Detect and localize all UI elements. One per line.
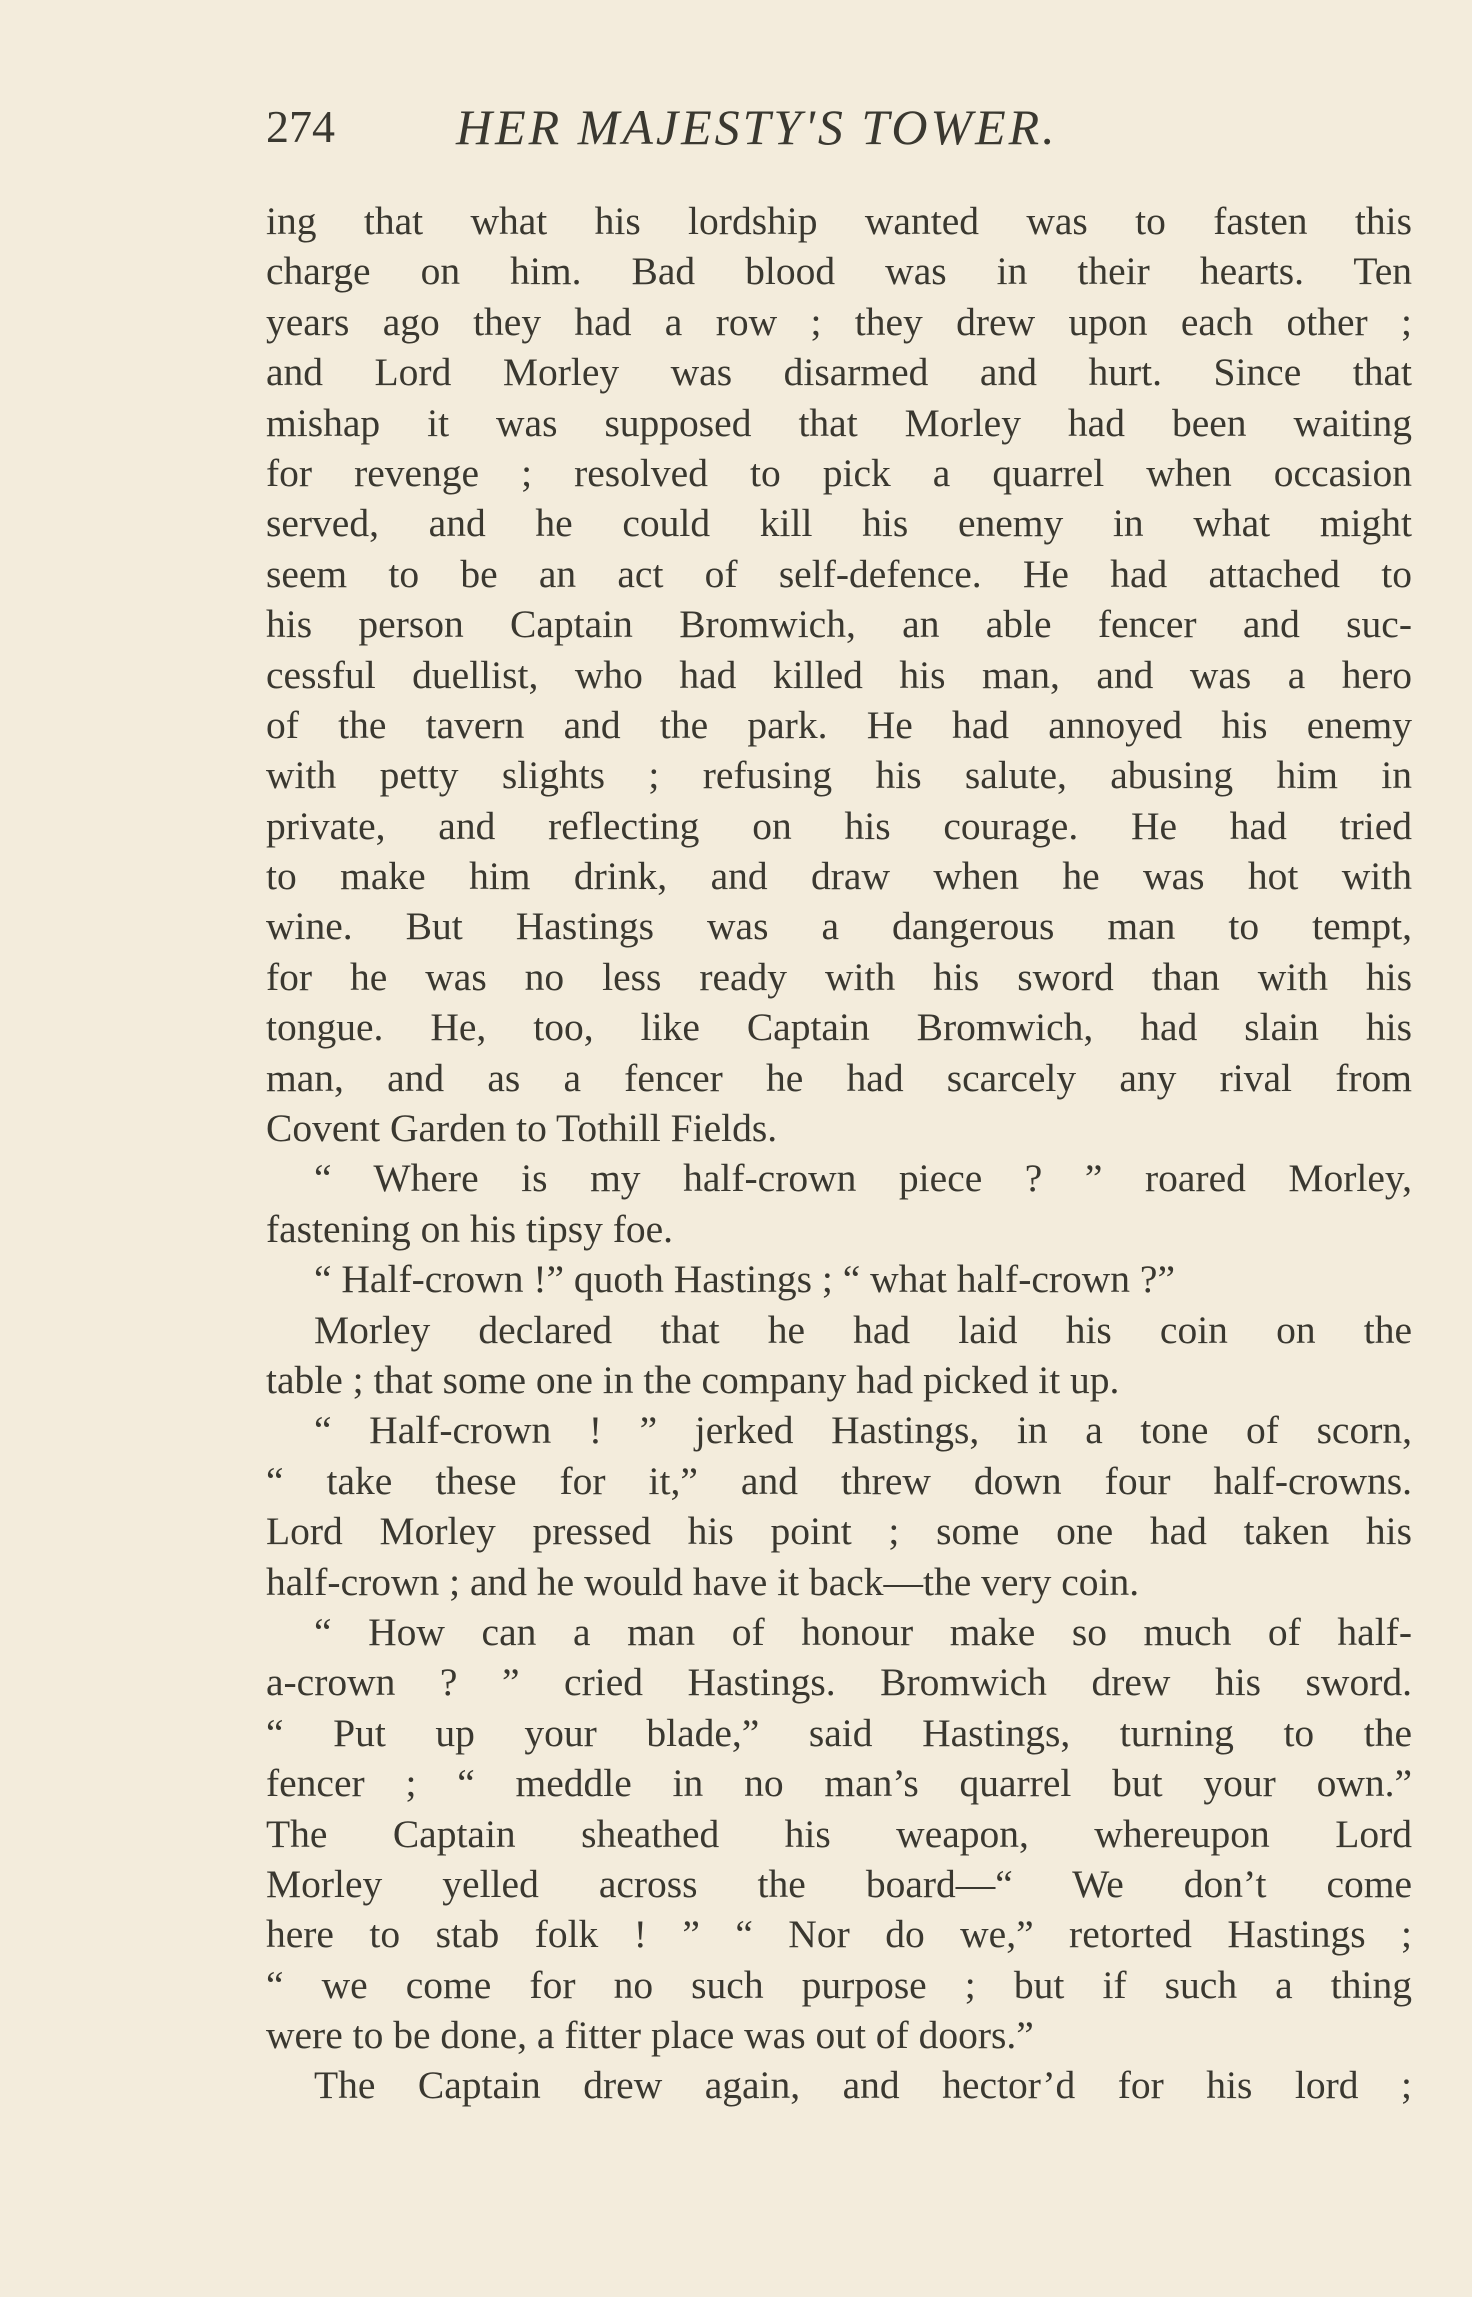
text-line: “ Half-crown !” quoth Hastings ; “ what half-crown ?” <box>314 1257 1175 1302</box>
text-line: Morley yelled across the board—“ We don’t come <box>266 1861 1412 1906</box>
text-line: to make him drink, and draw when he was hot with <box>266 854 1412 899</box>
text-line: “ Half-crown ! ” jerked Hastings, in a tone of scorn, <box>314 1408 1412 1453</box>
text-line: tongue. He, too, like Captain Bromwich, had slain his <box>266 1005 1412 1050</box>
text-line: “ take these for it,” and threw down four half-crowns. <box>266 1458 1412 1503</box>
text-line: The Captain drew again, and hector’d for his lord ; <box>314 2063 1412 2108</box>
text-line: his person Captain Bromwich, an able fencer and suc- <box>266 602 1412 647</box>
text-line: here to stab folk ! ” “ Nor do we,” retorted Hastings ; <box>266 1912 1412 1957</box>
text-line: private, and reflecting on his courage. He had tried <box>266 803 1412 848</box>
text-line: for revenge ; resolved to pick a quarrel when occasion <box>266 450 1412 495</box>
text-line: “ Put up your blade,” said Hastings, turning to the <box>266 1710 1412 1755</box>
text-line: “ Where is my half-crown piece ? ” roared Morley, <box>314 1156 1412 1201</box>
text-line: Morley declared that he had laid his coin on the <box>314 1307 1412 1352</box>
text-line: for he was no less ready with his sword than with his <box>266 954 1412 999</box>
text-line: mishap it was supposed that Morley had been waiting <box>266 400 1412 445</box>
page-header <box>266 92 1266 162</box>
text-line: table ; that some one in the company had picked it up. <box>266 1357 1120 1402</box>
text-line: wine. But Hastings was a dangerous man to tempt, <box>266 904 1412 949</box>
text-line: “ How can a man of honour make so much of half- <box>314 1609 1412 1654</box>
text-line: a-crown ? ” cried Hastings. Bromwich drew his sword. <box>266 1660 1412 1705</box>
text-line: fastening on his tipsy foe. <box>266 1206 674 1251</box>
text-line: seem to be an act of self-defence. He had attached to <box>266 551 1412 596</box>
text-line: served, and he could kill his enemy in what might <box>266 501 1412 546</box>
text-line: years ago they had a row ; they drew upon each other ; <box>266 299 1412 344</box>
text-line: Covent Garden to Tothill Fields. <box>266 1106 778 1151</box>
page-number: 274 <box>266 101 335 152</box>
text-line: ing that what his lordship wanted was to fasten this <box>266 199 1412 243</box>
text-line: of the tavern and the park. He had annoyed his enemy <box>266 702 1412 747</box>
text-line: man, and as a fencer he had scarcely any rival from <box>266 1055 1412 1100</box>
text-line: charge on him. Bad blood was in their hearts. Ten <box>266 249 1412 294</box>
running-head: HER MAJESTY'S TOWER. <box>456 99 1058 155</box>
text-line: and Lord Morley was disarmed and hurt. Since that <box>266 350 1412 395</box>
text-line: cessful duellist, who had killed his man, and was a hero <box>266 652 1412 697</box>
text-line: Lord Morley pressed his point ; some one had taken his <box>266 1509 1412 1554</box>
text-line: half-crown ; and he would have it back—the very coin. <box>266 1559 1140 1604</box>
text-line: with petty slights ; refusing his salute, abusing him in <box>266 753 1412 798</box>
text-line: were to be done, a fitter place was out of doors.” <box>266 2013 1034 2058</box>
body-text <box>266 196 1412 2111</box>
text-line: “ we come for no such purpose ; but if such a thing <box>266 1962 1412 2007</box>
text-line: fencer ; “ meddle in no man’s quarrel but your own.” <box>266 1761 1412 1806</box>
text-line: The Captain sheathed his weapon, whereupon Lord <box>266 1811 1412 1856</box>
